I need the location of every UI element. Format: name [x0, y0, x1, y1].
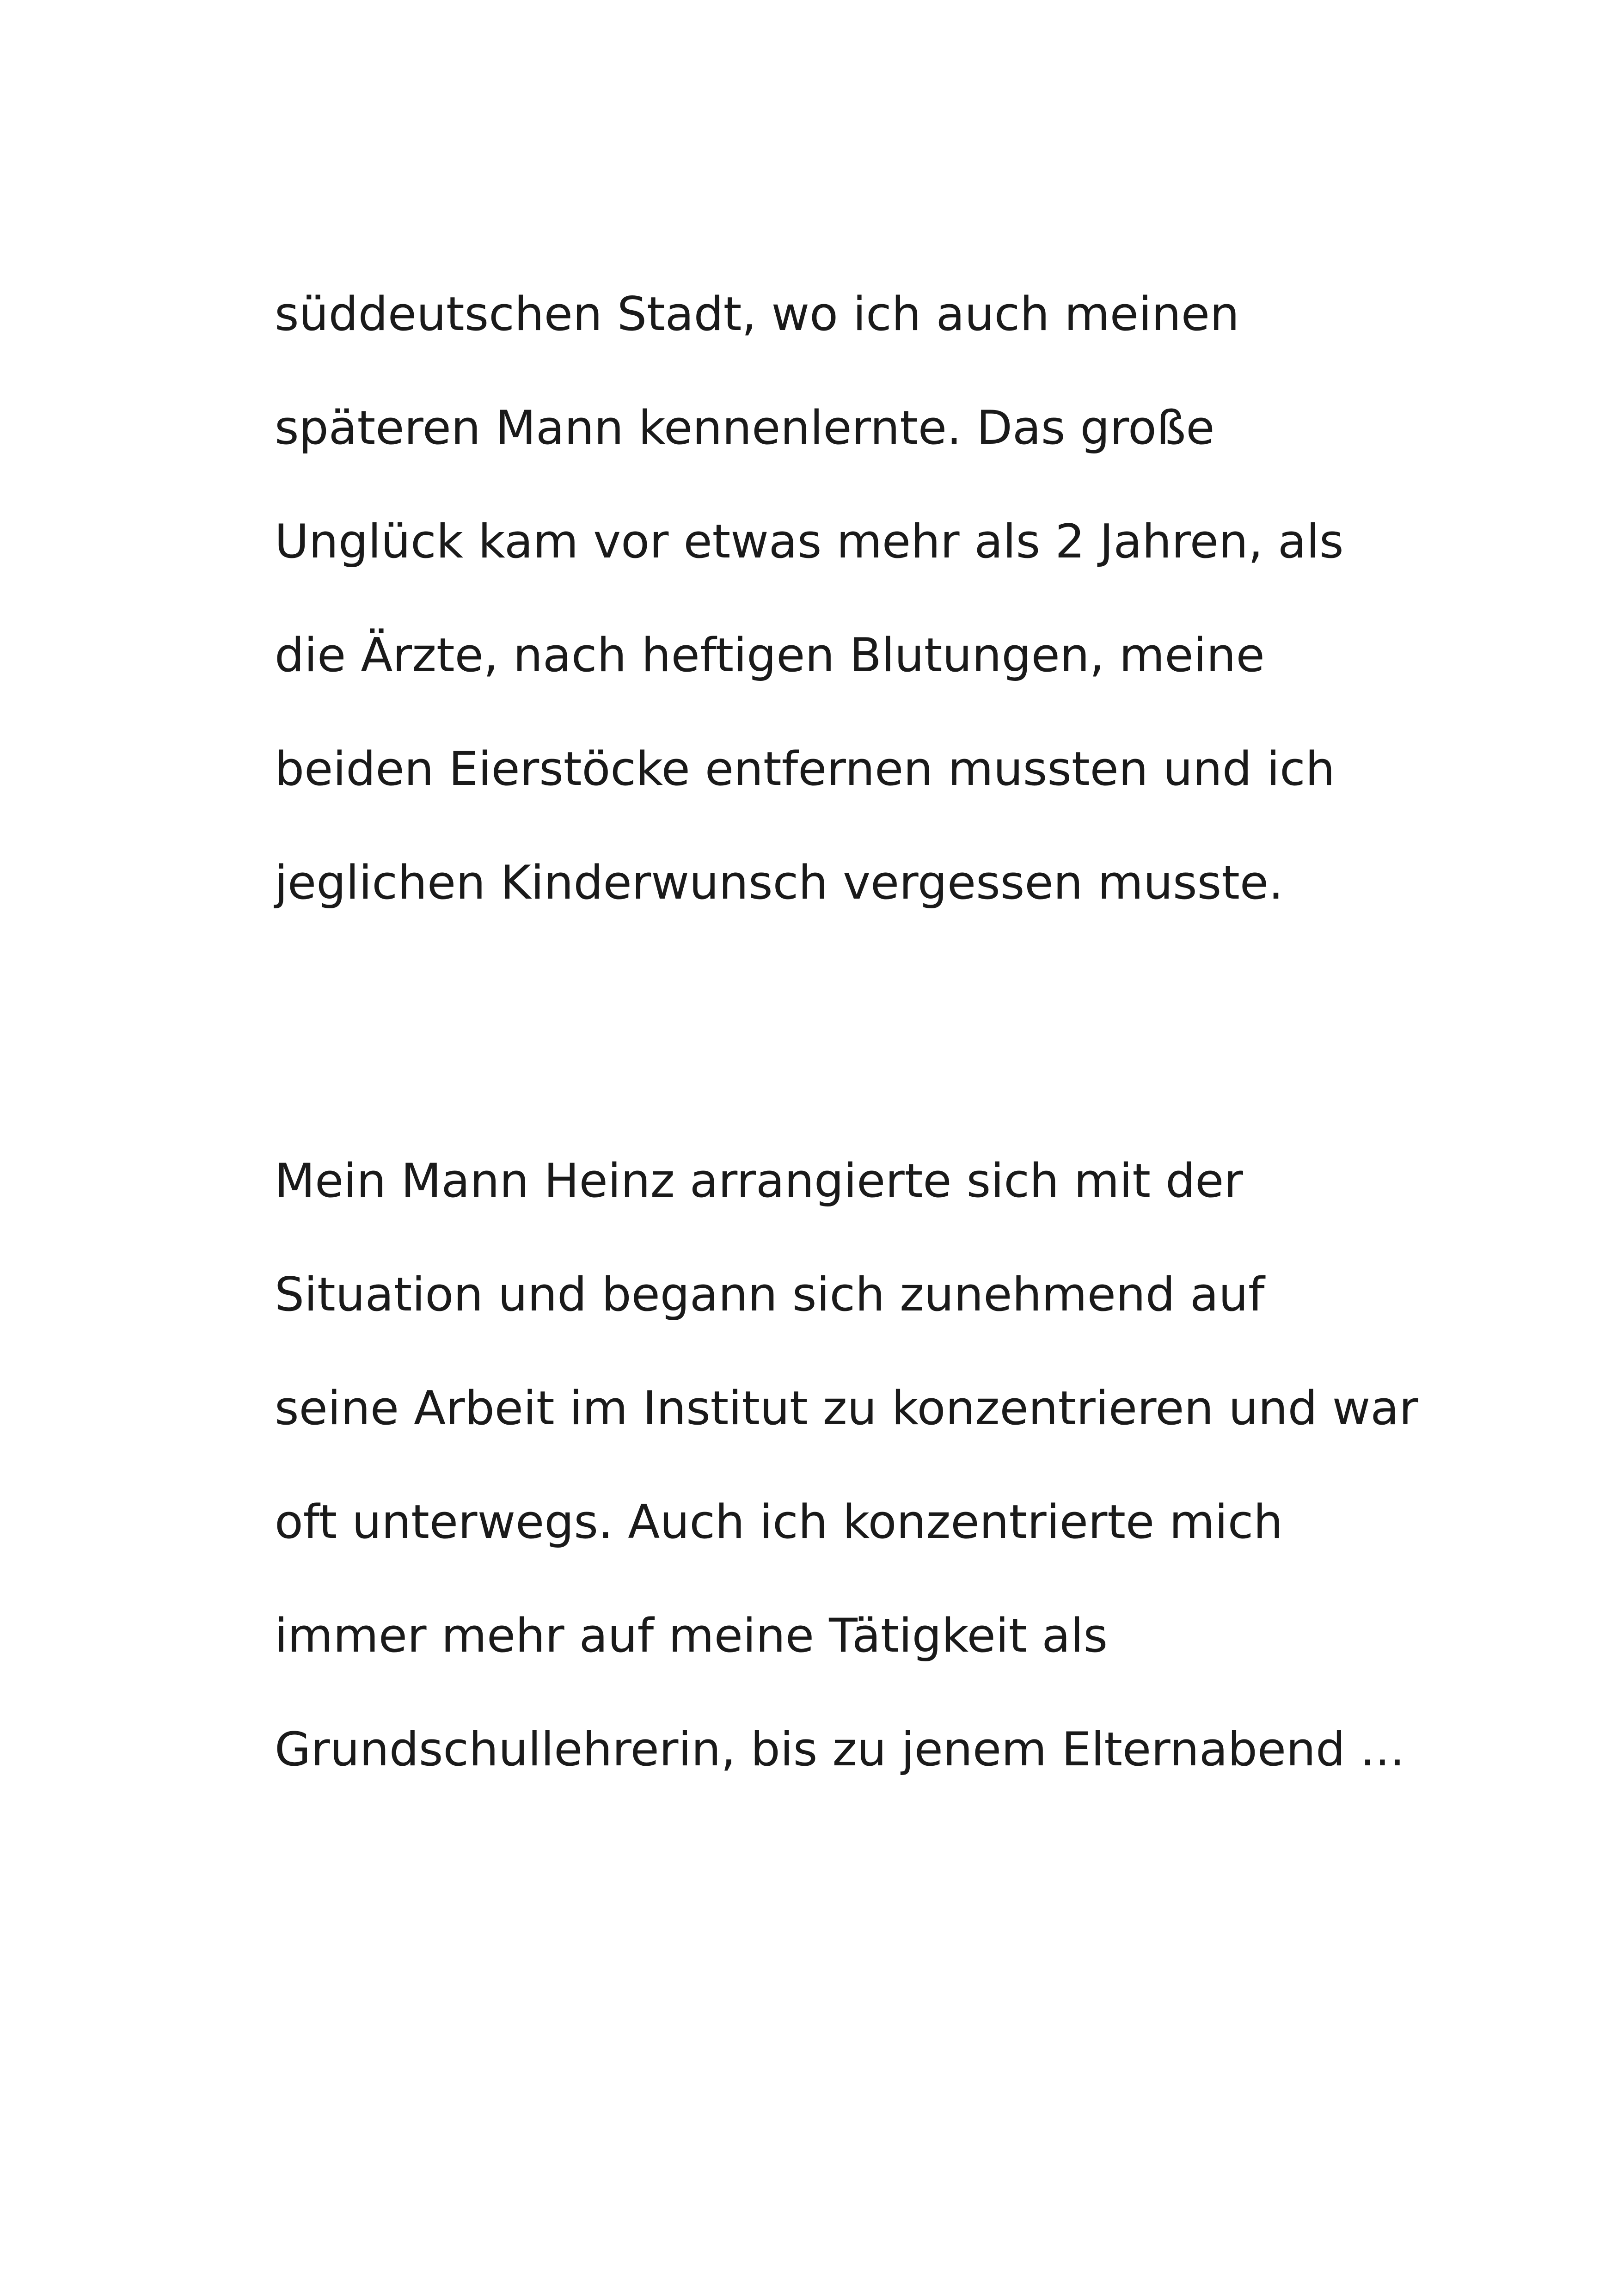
text-line: die Ärzte, nach heftigen Blutungen, meine	[275, 628, 1265, 682]
text-line: süddeutschen Stadt, wo ich auch meinen	[275, 287, 1240, 341]
text-line: Grundschullehrerin, bis zu jenem Elternabend ...	[275, 1722, 1405, 1776]
text-line: oft unterwegs. Auch ich konzentrierte mich	[275, 1494, 1283, 1549]
text-line: Mein Mann Heinz arrangierte sich mit der	[275, 1153, 1243, 1208]
text-line: Unglück kam vor etwas mehr als 2 Jahren, als	[275, 514, 1344, 569]
text-line: immer mehr auf meine Tätigkeit als	[275, 1608, 1108, 1663]
text-line: späteren Mann kennenlernte. Das große	[275, 400, 1215, 455]
paragraph-2	[275, 1124, 1418, 1806]
text-line: seine Arbeit im Institut zu konzentrieren und war	[275, 1381, 1418, 1435]
paragraph-1	[275, 257, 1384, 939]
text-line: beiden Eierstöcke entfernen mussten und ich	[275, 741, 1335, 796]
text-line: Situation und begann sich zunehmend auf	[275, 1267, 1265, 1322]
text-line: jeglichen Kinderwunsch vergessen musste.	[275, 855, 1284, 910]
